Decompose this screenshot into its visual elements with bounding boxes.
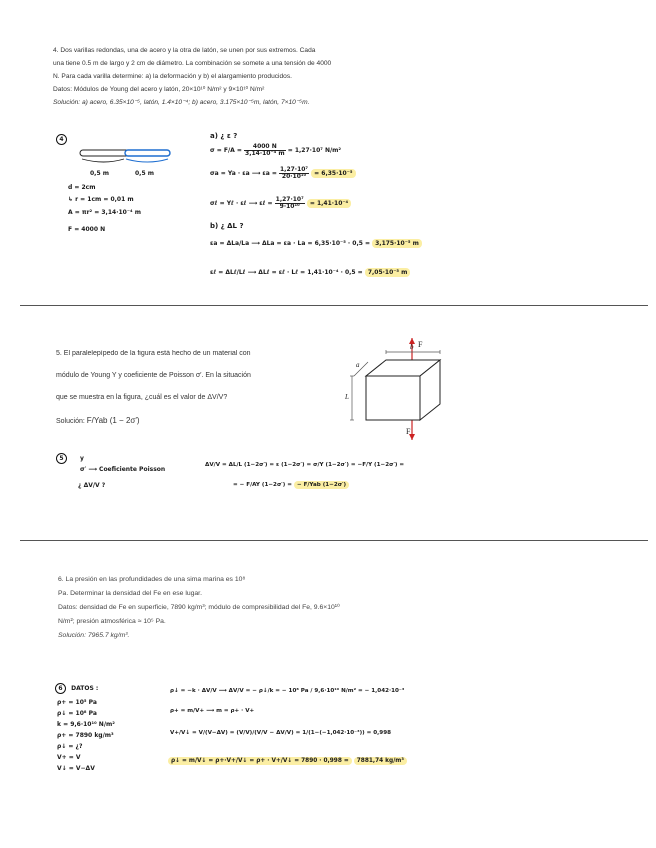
p6-data-3: k = 9,6·10¹⁰ N/m² bbox=[57, 721, 115, 728]
problem-4-statement bbox=[53, 44, 331, 109]
problem-6-line-3: Datos: densidad de Fe en superficie, 7890 kg/m³; módulo de compresibilidad del Fe, 9.6×10¹⁰ bbox=[58, 604, 340, 611]
rods-sketch bbox=[78, 147, 178, 171]
p4-sigma-eq bbox=[210, 144, 341, 157]
problem-5-statement bbox=[56, 343, 251, 409]
p6-eq-4-res: 7881,74 kg/m³ bbox=[354, 757, 407, 765]
fig-label-a: a bbox=[356, 361, 360, 369]
p6-circle-number: 6 bbox=[55, 683, 66, 694]
p6-data-list bbox=[57, 697, 115, 774]
problem-4-line-1: 4. Dos varillas redondas, una de acero y la otra de latón, se unen por sus extremos. Cada bbox=[53, 47, 316, 54]
p4-el-den: 9·10¹⁰ bbox=[279, 203, 300, 210]
problem-4-line-2: una tiene 0.5 m de largo y 2 cm de diámetro. La combinación se somete a una tensión de 4000 bbox=[53, 60, 332, 67]
p6-datos-label: DATOS : bbox=[71, 685, 99, 692]
p4-dla-eq bbox=[210, 240, 422, 247]
problem-5-solution-label: Solución: bbox=[56, 418, 85, 425]
p4-data-r: ↳ r = 1cm = 0,01 m bbox=[68, 196, 134, 203]
rod-b-length: 0,5 m bbox=[135, 170, 154, 177]
problem-6-line-4: N/m²; presión atmosférica ≈ 10⁵ Pa. bbox=[58, 618, 166, 625]
p4-sigma-lhs: σ = F/A = bbox=[210, 147, 242, 154]
p6-eq-2: ρ+ = m/V+ ⟶ m = ρ+ · V+ bbox=[170, 708, 255, 714]
p6-data-5: ρ↓ = ¿? bbox=[57, 743, 83, 750]
problem-5-line-3: que se muestra en la figura, ¿cuál es el valor de ΔV/V? bbox=[56, 394, 228, 401]
divider-1 bbox=[20, 305, 648, 306]
p4-sigma-frac bbox=[244, 144, 286, 157]
p4-el-frac bbox=[275, 197, 305, 210]
p6-data-4: ρ+ = 7890 kg/m³ bbox=[57, 732, 114, 739]
p5-hw-y: y bbox=[80, 455, 84, 462]
p6-eq-4 bbox=[168, 758, 407, 764]
fig-label-b: b bbox=[410, 343, 414, 351]
p4-dla-lhs: εa = ΔLa/La ⟶ ΔLa = εa · La = 6,35·10⁻⁵ · 0,5 = bbox=[210, 240, 371, 247]
rod-a-length: 0,5 m bbox=[90, 170, 109, 177]
problem-5-solution bbox=[56, 414, 140, 428]
problem-5-solution-expr: F/Yab (1 − 2σ′) bbox=[86, 416, 140, 425]
problem-5-line-2: módulo de Young Y y coeficiente de Poisson σ′. En la situación bbox=[56, 372, 251, 379]
p4-sigma-res: = 1,27·10⁷ N/m² bbox=[287, 147, 342, 154]
problem-4-solution: Solución: a) acero, 6.35×10⁻⁵, latón, 1.4×10⁻⁴; b) acero, 3.175×10⁻⁵m, latón, 7×10⁻⁵m. bbox=[53, 99, 310, 106]
p4-sigma-num: 4000 N bbox=[244, 144, 286, 151]
p5-hw-sigma: σ′ ⟶ Coeficiente Poisson bbox=[80, 466, 166, 473]
divider-2 bbox=[20, 540, 648, 541]
p5-hw-number bbox=[56, 453, 70, 464]
p4-part-a-head: a) ¿ ε ? bbox=[210, 132, 238, 140]
p4-dll-lhs: εℓ = ΔLℓ/Lℓ ⟶ ΔLℓ = εℓ · Lℓ = 1,41·10⁻⁴ · 0,5 = bbox=[210, 269, 363, 276]
p4-hw-number bbox=[56, 134, 70, 145]
p4-ea-den: 20·10¹⁰ bbox=[281, 173, 307, 180]
p4-el-eq bbox=[210, 197, 351, 210]
p5-hw-eq2-res: − F/Yab (1−2σ′) bbox=[294, 481, 349, 489]
p4-data-F: F = 4000 N bbox=[68, 226, 106, 233]
p6-data-2: ρ↓ = 10⁸ Pa bbox=[57, 710, 97, 717]
p6-data-7: V↓ = V−ΔV bbox=[57, 765, 95, 772]
p5-hw-eq2 bbox=[233, 482, 349, 488]
p4-el-lhs: σℓ = Yℓ · εℓ ⟶ εℓ = bbox=[210, 200, 273, 207]
p4-data-d: d = 2cm bbox=[68, 184, 96, 191]
problem-6-line-2: Pa. Determinar la densidad del Fe en ese lugar. bbox=[58, 590, 202, 597]
problem-4-line-4: Datos: Módulos de Young del acero y latón, 20×10¹⁰ N/m² y 9×10¹⁰ N/m² bbox=[53, 86, 265, 93]
parallelepiped-figure bbox=[340, 336, 450, 444]
p6-eq-4-lhs: ρ↓ = m/V↓ = ρ+·V+/V↓ = ρ+ · V+/V↓ = 7890 · 0,998 = bbox=[168, 757, 352, 765]
p4-ea-res: = 6,35·10⁻⁵ bbox=[311, 169, 355, 178]
fig-label-F-top: F bbox=[418, 340, 423, 349]
p4-dll-res: 7,05·10⁻⁵ m bbox=[365, 268, 411, 277]
p5-circle-number: 5 bbox=[56, 453, 67, 464]
problem-6-statement bbox=[58, 573, 340, 643]
problem-4-line-3: N. Para cada varilla determine: a) la deformación y b) el alargamiento producidos. bbox=[53, 73, 292, 80]
p4-circle-number: 4 bbox=[56, 134, 67, 145]
p4-data-A: A = πr² = 3,14·10⁻⁴ m bbox=[68, 209, 141, 216]
problem-6-solution: Solución: 7965.7 kg/m³. bbox=[58, 632, 130, 639]
p4-el-res: = 1,41·10⁻⁴ bbox=[307, 199, 351, 208]
problem-6-line-1: 6. La presión en las profundidades de una sima marina es 10⁸ bbox=[58, 576, 246, 583]
p4-ea-num: 1,27·10⁷ bbox=[280, 166, 309, 173]
fig-label-L: L bbox=[345, 393, 349, 401]
p4-dla-res: 3,175·10⁻⁵ m bbox=[372, 239, 422, 248]
p6-data-6: V+ = V bbox=[57, 754, 81, 761]
p4-dll-eq bbox=[210, 269, 410, 276]
p5-hw-question: ¿ ΔV/V ? bbox=[78, 482, 106, 489]
p5-hw-eq2-lhs: = − F/AY (1−2σ′) = bbox=[233, 482, 292, 488]
p6-hw-header bbox=[55, 683, 98, 694]
p4-ea-eq bbox=[210, 167, 356, 180]
p6-data-1: ρ+ = 10⁵ Pa bbox=[57, 699, 97, 706]
p5-hw-eq1: ΔV/V = ΔL/L (1−2σ′) = ε (1−2σ′) = σ/Y (1−2σ′) = −F/Y (1−2σ′) = bbox=[205, 462, 405, 468]
problem-5-line-1: 5. El paralelepípedo de la figura está hecho de un material con bbox=[56, 350, 251, 357]
p6-eq-3: V+/V↓ = V/(V−ΔV) = (V/V)/(V/V − ΔV/V) = 1/(1−(−1,042·10⁻³)) = 0,998 bbox=[170, 730, 391, 736]
p4-sigma-den: 3,14·10⁻⁴ m bbox=[245, 150, 285, 157]
p6-eq-1: ρ↓ = −k · ΔV/V ⟶ ΔV/V = − ρ↓/k = − 10⁸ Pa / 9,6·10¹⁰ N/m² = − 1,042·10⁻³ bbox=[170, 688, 405, 694]
p4-part-b-head: b) ¿ ΔL ? bbox=[210, 222, 244, 230]
p4-el-num: 1,27·10⁷ bbox=[275, 196, 304, 203]
p4-ea-frac bbox=[279, 167, 309, 180]
p4-ea-lhs: σa = Ya · εa ⟶ εa = bbox=[210, 170, 277, 177]
fig-label-F-bottom: F bbox=[406, 427, 411, 436]
